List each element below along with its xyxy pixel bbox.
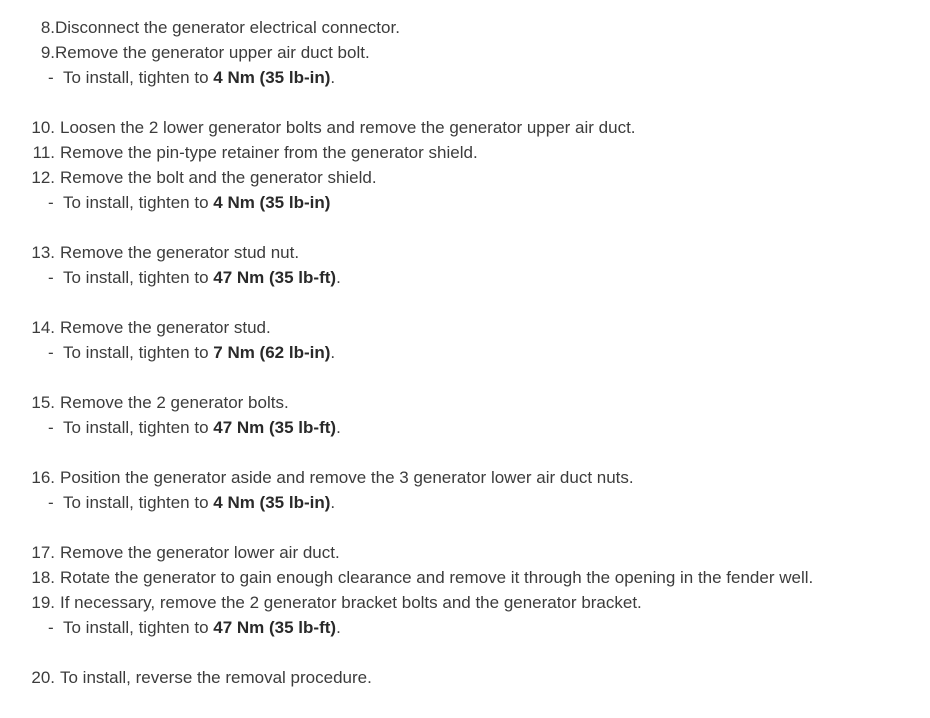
- spacer: [0, 215, 930, 240]
- step-8: [0, 15, 930, 40]
- torque-suffix: .: [330, 68, 336, 87]
- step-text: Remove the 2 generator bolts.: [60, 393, 289, 412]
- step-text: To install, reverse the removal procedure.: [60, 668, 372, 687]
- torque-note: [63, 265, 341, 290]
- torque-suffix: .: [336, 418, 341, 437]
- step-15-torque-note: [0, 415, 930, 440]
- spacer: [0, 90, 930, 115]
- torque-prefix: To install, tighten to: [63, 343, 214, 362]
- step-text: Remove the generator stud nut.: [60, 243, 300, 262]
- torque-prefix: To install, tighten to: [63, 193, 214, 212]
- bullet-dash: -: [48, 68, 54, 87]
- step-9: [0, 40, 930, 65]
- bullet-dash: -: [48, 268, 54, 287]
- torque-note: [63, 190, 330, 215]
- torque-spec: 7 Nm (62 lb-in): [213, 343, 331, 362]
- torque-prefix: To install, tighten to: [63, 618, 214, 637]
- step-number: 19.: [31, 593, 55, 612]
- step-19: [0, 590, 930, 615]
- step-18: [0, 565, 930, 590]
- step-14: [0, 315, 930, 340]
- torque-spec: 47 Nm (35 lb-ft): [213, 418, 337, 437]
- torque-spec: 4 Nm (35 lb-in): [213, 193, 331, 212]
- step-13: [0, 240, 930, 265]
- procedure-document: [0, 15, 930, 690]
- step-text: Disconnect the generator electrical connector.: [55, 18, 400, 37]
- step-13-torque-note: [0, 265, 930, 290]
- torque-spec: 4 Nm (35 lb-in): [213, 493, 331, 512]
- step-15: [0, 390, 930, 415]
- step-text: If necessary, remove the 2 generator bracket bolts and the generator bracket.: [60, 593, 642, 612]
- step-9-torque-note: [0, 65, 930, 90]
- step-10: [0, 115, 930, 140]
- step-number: 16.: [31, 468, 55, 487]
- step-14-torque-note: [0, 340, 930, 365]
- torque-prefix: To install, tighten to: [63, 493, 214, 512]
- step-number: 13.: [31, 243, 55, 262]
- torque-spec: 47 Nm (35 lb-ft): [213, 618, 337, 637]
- spacer: [0, 515, 930, 540]
- bullet-dash: -: [48, 193, 54, 212]
- step-number: 18.: [31, 568, 55, 587]
- step-12: [0, 165, 930, 190]
- step-number: 15.: [31, 393, 55, 412]
- torque-note: [63, 340, 335, 365]
- bullet-dash: -: [48, 493, 54, 512]
- spacer: [0, 440, 930, 465]
- bullet-dash: -: [48, 618, 54, 637]
- torque-spec: 47 Nm (35 lb-ft): [213, 268, 337, 287]
- torque-suffix: .: [336, 268, 341, 287]
- step-number: 8.: [40, 18, 55, 37]
- torque-suffix: .: [336, 618, 341, 637]
- step-number: 17.: [31, 543, 55, 562]
- torque-suffix: .: [330, 493, 336, 512]
- spacer: [0, 640, 930, 665]
- step-number: 12.: [31, 168, 55, 187]
- step-19-torque-note: [0, 615, 930, 640]
- step-text: Remove the generator upper air duct bolt.: [55, 43, 370, 62]
- torque-prefix: To install, tighten to: [63, 418, 214, 437]
- step-number: 11.: [32, 143, 55, 162]
- step-number: 10.: [31, 118, 55, 137]
- step-17: [0, 540, 930, 565]
- step-text: Loosen the 2 lower generator bolts and remove the generator upper air duct.: [60, 118, 636, 137]
- torque-note: [63, 415, 341, 440]
- step-12-torque-note: [0, 190, 930, 215]
- torque-note: [63, 615, 341, 640]
- torque-spec: 4 Nm (35 lb-in): [213, 68, 331, 87]
- torque-note: [63, 490, 335, 515]
- step-text: Remove the pin-type retainer from the generator shield.: [60, 143, 478, 162]
- bullet-dash: -: [48, 418, 54, 437]
- step-number: 20.: [31, 668, 55, 687]
- torque-prefix: To install, tighten to: [63, 268, 214, 287]
- step-text: Remove the bolt and the generator shield.: [60, 168, 377, 187]
- step-text: Remove the generator lower air duct.: [60, 543, 340, 562]
- step-number: 9.: [40, 43, 55, 62]
- torque-suffix: .: [330, 343, 336, 362]
- torque-note: [63, 65, 335, 90]
- step-16: [0, 465, 930, 490]
- spacer: [0, 365, 930, 390]
- step-text: Position the generator aside and remove the 3 generator lower air duct nuts.: [60, 468, 634, 487]
- step-20: [0, 665, 930, 690]
- bullet-dash: -: [48, 343, 54, 362]
- step-16-torque-note: [0, 490, 930, 515]
- step-11: [0, 140, 930, 165]
- torque-prefix: To install, tighten to: [63, 68, 214, 87]
- step-text: Rotate the generator to gain enough clearance and remove it through the opening in the fender well.: [60, 568, 814, 587]
- step-number: 14.: [31, 318, 55, 337]
- step-text: Remove the generator stud.: [60, 318, 271, 337]
- spacer: [0, 290, 930, 315]
